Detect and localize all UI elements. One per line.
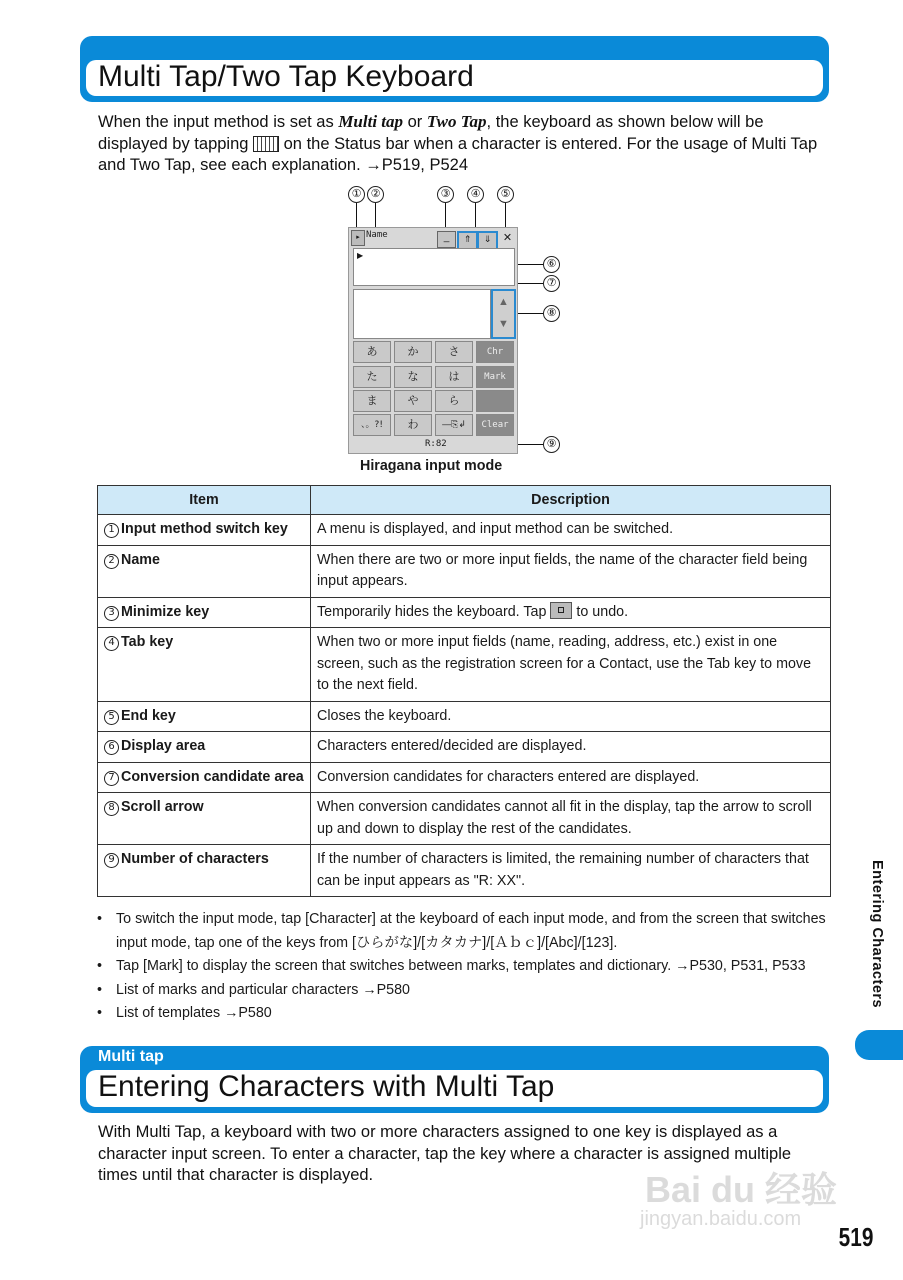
list-item: • Tap [Mark] to display the screen that switches between marks, templates and dictionary. →P530, P531, P533 xyxy=(97,955,837,979)
keyboard-icon xyxy=(253,136,279,152)
callout-3: ③ xyxy=(437,186,454,203)
scroll-up-arrow[interactable]: ▲ xyxy=(498,296,509,308)
key-clear[interactable]: Clear xyxy=(476,414,514,436)
watermark-url: jingyan.baidu.com xyxy=(640,1208,802,1230)
table-row: 3 Minimize key Temporarily hides the keyboard. Tap to undo. xyxy=(98,597,831,628)
callout-9: ⑨ xyxy=(543,436,560,453)
section2-body: With Multi Tap, a keyboard with two or more characters assigned to one key is displayed as a character input screen. To enter a character, tap the key where a character is assigned multiple times until that character is displayed. xyxy=(98,1123,792,1184)
key-character[interactable]: Chr xyxy=(476,341,514,363)
key-blank[interactable] xyxy=(476,390,514,412)
page-number: 519 xyxy=(838,1222,873,1252)
key-ra[interactable]: ら xyxy=(435,390,473,412)
intro-paragraph: When the input method is set as Multi tap or Two Tap, the keyboard as shown below will be displayed by tapping on the Status bar when a character is entered. For the usage of Multi Tap and Two Tap, see each explanation. →P519, P524 xyxy=(98,112,818,174)
chapter-tab xyxy=(855,1030,903,1060)
section-title: Multi Tap/Two Tap Keyboard xyxy=(86,60,823,96)
multi-tap-term: Multi tap xyxy=(338,112,404,131)
table-row: 5 End key Closes the keyboard. xyxy=(98,701,831,732)
conversion-candidate-area[interactable] xyxy=(353,289,491,339)
cursor-marker: ▶ xyxy=(357,251,364,260)
chapter-tab-label: Entering Characters xyxy=(869,860,885,1009)
list-item: • List of templates →P580 xyxy=(97,1002,837,1026)
callout-7: ⑦ xyxy=(543,275,560,292)
list-item: • List of marks and particular characters →P580 xyxy=(97,979,837,1003)
key-punctuation[interactable]: 、。?! xyxy=(353,414,391,436)
table-row: 2 Name When there are two or more input fields, the name of the character field being input appears. xyxy=(98,545,831,597)
remaining-characters: R:82 xyxy=(425,439,447,449)
section-header xyxy=(80,36,829,102)
key-ma[interactable]: ま xyxy=(353,390,391,412)
scroll-arrows xyxy=(491,289,516,339)
table-row: 1 Input method switch key A menu is displayed, and input method can be switched. xyxy=(98,515,831,546)
page-reference: →P519, P524 xyxy=(365,156,469,174)
table-row: 8 Scroll arrow When conversion candidates cannot all fit in the display, tap the arrow to scroll up and down to display the rest of the candidates. xyxy=(98,793,831,845)
display-area[interactable] xyxy=(353,248,515,286)
callout-8: ⑧ xyxy=(543,305,560,322)
input-method-switch-key[interactable]: ▸ xyxy=(351,230,365,246)
callout-1: ① xyxy=(348,186,365,203)
key-space-enter[interactable]: ―⎘↲ xyxy=(435,414,473,436)
watermark: Bai du 经验 xyxy=(645,1169,838,1210)
next-field-key[interactable]: ⇓ xyxy=(477,231,498,250)
key-ta[interactable]: た xyxy=(353,366,391,388)
key-a[interactable]: あ xyxy=(353,341,391,363)
table-row: 9 Number of characters If the number of characters is limited, the remaining number of characters that can be input appears as "R: XX". xyxy=(98,845,831,897)
leader-line xyxy=(518,313,543,314)
two-tap-term: Two Tap xyxy=(426,112,487,131)
table-header-item: Item xyxy=(98,486,311,515)
callout-5: ⑤ xyxy=(497,186,514,203)
table-row: 7 Conversion candidate area Conversion candidates for characters entered are displayed. xyxy=(98,762,831,793)
minimize-key[interactable]: _ xyxy=(437,231,456,248)
key-ya[interactable]: や xyxy=(394,390,432,412)
section-header xyxy=(80,1046,829,1113)
restore-keyboard-icon xyxy=(550,602,572,619)
table-row: 6 Display area Characters entered/decided are displayed. xyxy=(98,732,831,763)
description-table xyxy=(97,485,831,897)
key-na[interactable]: な xyxy=(394,366,432,388)
callout-4: ④ xyxy=(467,186,484,203)
end-key[interactable]: ✕ xyxy=(502,232,513,244)
key-sa[interactable]: さ xyxy=(435,341,473,363)
key-ka[interactable]: か xyxy=(394,341,432,363)
section-label: Multi tap xyxy=(98,1048,164,1065)
table-header-description: Description xyxy=(311,486,831,515)
table-row: 4 Tab key When two or more input fields (name, reading, address, etc.) exist in one screen, such as the registration screen for a Contact, use the Tab key to move to the next field. xyxy=(98,628,831,702)
key-mark[interactable]: Mark xyxy=(476,366,514,388)
callout-6: ⑥ xyxy=(543,256,560,273)
key-wa[interactable]: わ xyxy=(394,414,432,436)
keyboard-screenshot xyxy=(348,227,518,454)
list-item: • To switch the input mode, tap [Character] at the keyboard of each input mode, and from the screen that switches input mode, tap one of the keys from [ひらがな]/[カタカナ]/[Ａｂｃ]/[Abc]/[123]. xyxy=(97,908,837,955)
tab-key[interactable]: ⇑ xyxy=(457,231,478,250)
section-title: Entering Characters with Multi Tap xyxy=(86,1070,823,1107)
callout-2: ② xyxy=(367,186,384,203)
figure-caption: Hiragana input mode xyxy=(360,458,503,474)
name-label: Name xyxy=(366,230,388,240)
key-ha[interactable]: は xyxy=(435,366,473,388)
notes-list xyxy=(97,908,837,1026)
scroll-down-arrow[interactable]: ▼ xyxy=(498,318,509,330)
